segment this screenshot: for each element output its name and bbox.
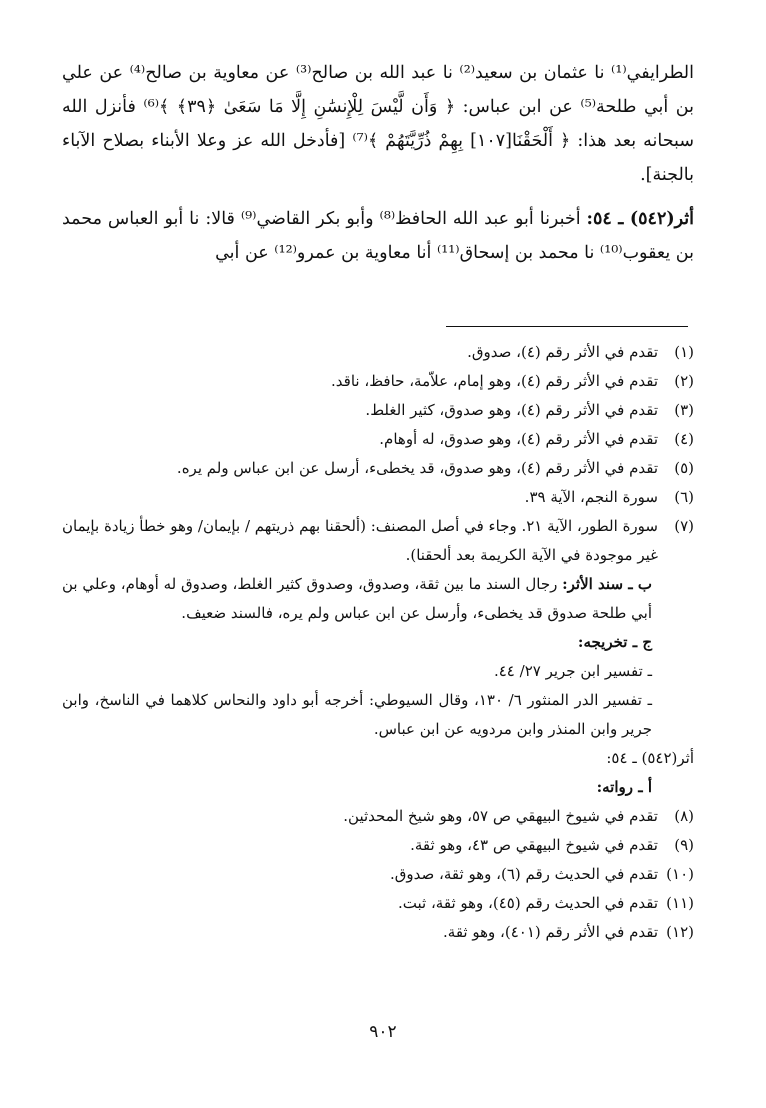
footnote-text: تقدم في شيوخ البيهقي ص ٥٧، وهو شيخ المحدثين. xyxy=(343,807,658,825)
main-paragraph-2 xyxy=(62,202,694,270)
takhrij-item-1: ـ تفسير ابن جرير ٢٧/ ٤٤. xyxy=(493,662,652,680)
footnote-text: تقدم في شيوخ البيهقي ص ٤٣، وهو ثقة. xyxy=(410,836,658,854)
footnote-8 xyxy=(62,802,694,831)
takhrij-heading: ج ـ تخريجه: xyxy=(577,633,652,651)
footnote-number: (٧) xyxy=(674,517,694,535)
footnote-number: (١١) xyxy=(666,894,694,912)
takhrij-item-2: ـ تفسير الدر المنثور ٦/ ١٣٠، وقال السيوطي: أخرجه أبو داود والنحاس كلاهما في الناسخ، وابن جرير وابن المنذر وابن مردويه عن ابن عباس. xyxy=(62,691,652,738)
footnote-text: تقدم في الحديث رقم (٦)، وهو ثقة، صدوق. xyxy=(390,865,658,883)
athar-text: أخبرنا أبو عبد الله الحافظ⁽⁸⁾ وأبو بكر القاضي⁽⁹⁾ قالا: نا أبو العباس محمد بن يعقوب⁽¹⁰⁾ نا محمد بن إسحاق⁽¹¹⁾ أنا معاوية بن عمرو⁽¹²⁾ عن أبي xyxy=(62,209,694,263)
footnote-1 xyxy=(62,338,694,367)
athar-heading: أثر(٥٤٢) ـ ٥٤: xyxy=(606,749,694,767)
footnote-5 xyxy=(62,454,694,483)
footnote-text: تقدم في الأثر رقم (٤)، وهو صدوق، له أوهام. xyxy=(379,430,658,448)
footnote-number: (٤) xyxy=(674,430,694,448)
footnotes-section xyxy=(62,338,694,947)
footnote-text: تقدم في الأثر رقم (٤)، وهو صدوق، كثير الغلط. xyxy=(365,401,658,419)
footnote-number: (١٠) xyxy=(666,865,694,883)
footnote-number: (١٢) xyxy=(666,923,694,941)
footnote-number: (٥) xyxy=(674,459,694,477)
footnote-number: (٨) xyxy=(674,807,694,825)
footnote-3 xyxy=(62,396,694,425)
athar-label: أثر(٥٤٢) ـ ٥٤: xyxy=(586,209,695,229)
sanad-paragraph xyxy=(62,570,694,628)
footnote-6 xyxy=(62,483,694,512)
footnote-number: (٣) xyxy=(674,401,694,419)
sanad-text: رجال السند ما بين ثقة، وصدوق، وصدوق كثير الغلط، وصدوق له أوهام، وعلي بن أبي طلحة صدوق قد يخطىء، وأرسل عن ابن عباس ولم يره، فالسند ضعيف. xyxy=(62,575,652,622)
footnote-text: تقدم في الأثر رقم (٤)، وهو صدوق، قد يخطىء، أرسل عن ابن عباس ولم يره. xyxy=(176,459,658,477)
footnote-9 xyxy=(62,831,694,860)
footnote-divider xyxy=(446,326,688,327)
footnote-4 xyxy=(62,425,694,454)
main-paragraph-1: الطرايفي⁽¹⁾ نا عثمان بن سعيد⁽²⁾ نا عبد الله بن صالح⁽³⁾ عن معاوية بن صالح⁽⁴⁾ عن علي بن أبي طلحة⁽⁵⁾ عن ابن عباس: ﴿ وَأَن لَّيْسَ لِلْإِنسَٰنِ إِلَّا مَا سَعَىٰ ﴿٣٩﴾ ﴾⁽⁶⁾ فأنزل الله سبحانه بعد هذا: ﴿ أَلْحَقْنَا[١٠٧] بِهِمْ ذُرِّيَّتَهُمْ ﴾⁽⁷⁾ [فأدخل الله عز وعلا الأبناء بصلاح الآباء بالجنة]. xyxy=(62,63,695,185)
footnote-10 xyxy=(62,860,694,889)
footnote-text: تقدم في الأثر رقم (٤٠١)، وهو ثقة. xyxy=(443,923,658,941)
page-number: ٩٠٢ xyxy=(369,1022,397,1042)
footnote-text: تقدم في الحديث رقم (٤٥)، وهو ثقة، ثبت. xyxy=(398,894,658,912)
main-text xyxy=(62,56,694,270)
ruwat-heading: أ ـ رواته: xyxy=(596,778,652,796)
footnote-2 xyxy=(62,367,694,396)
footnote-11 xyxy=(62,889,694,918)
footnote-number: (١) xyxy=(674,343,694,361)
footnote-12 xyxy=(62,918,694,947)
footnote-text: سورة الطور، الآية ٢١. وجاء في أصل المصنف: (ألحقنا بهم ذريتهم / بإيمان/ وهو خطأ زيادة بإيمان غير موجودة في الآية الكريمة بعد ألحقنا). xyxy=(62,517,658,564)
footnote-number: (٩) xyxy=(674,836,694,854)
footnote-text: سورة النجم، الآية ٣٩. xyxy=(524,488,658,506)
footnote-text: تقدم في الأثر رقم (٤)، وهو إمام، علاّمة، حافظ، ناقد. xyxy=(331,372,658,390)
footnote-7 xyxy=(62,512,694,570)
footnote-number: (٢) xyxy=(674,372,694,390)
sanad-label: ب ـ سند الأثر: xyxy=(562,575,652,593)
footnote-text: تقدم في الأثر رقم (٤)، صدوق. xyxy=(467,343,658,361)
footnote-number: (٦) xyxy=(674,488,694,506)
